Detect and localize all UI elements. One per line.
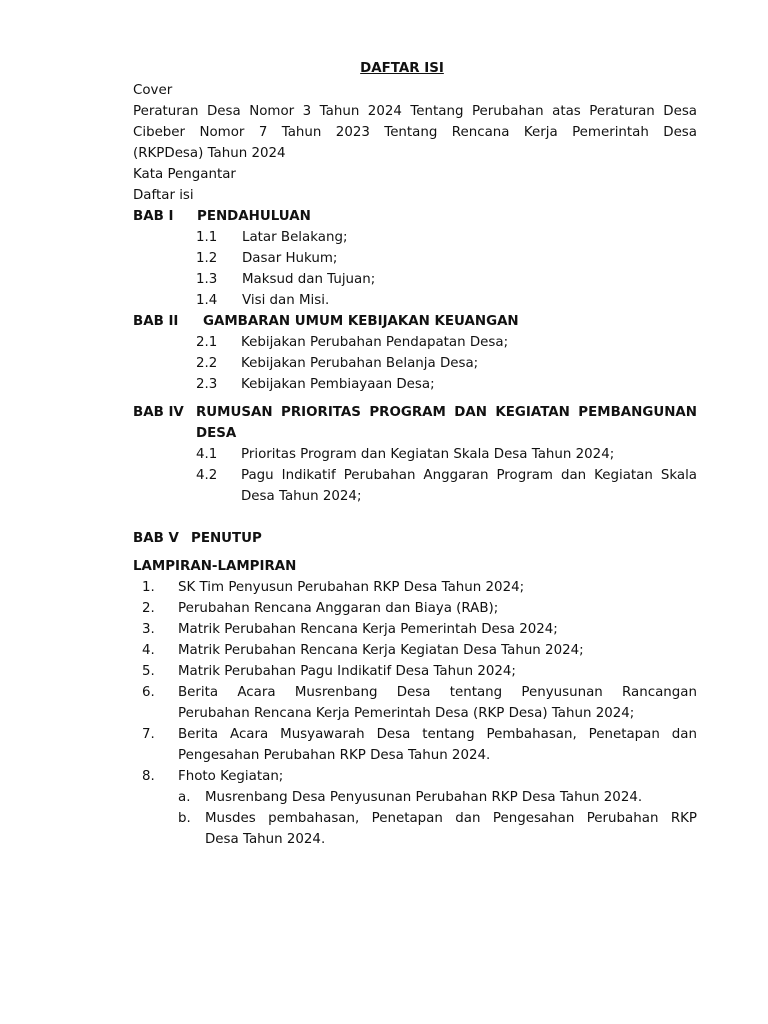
- chapter-label: BAB IV: [133, 405, 184, 420]
- appendix-item: Berita Acara Musyawarah Desa tentang Pembahasan, Penetapan dan: [178, 727, 697, 742]
- section-number: 1.1: [196, 230, 218, 245]
- section-title: Pagu Indikatif Perubahan Anggaran Program dan Kegiatan Skala: [241, 468, 697, 483]
- toc-entry-peraturan-line3: (RKPDesa) Tahun 2024: [133, 146, 286, 161]
- section-number: 4.2: [196, 468, 218, 483]
- appendix-item: Matrik Perubahan Pagu Indikatif Desa Tahun 2024;: [178, 664, 516, 679]
- chapter-title: RUMUSAN PRIORITAS PROGRAM DAN KEGIATAN PEMBANGUNAN: [196, 405, 697, 420]
- section-title: Latar Belakang;: [242, 230, 348, 245]
- chapter-title-continued: DESA: [196, 426, 237, 441]
- section-title: Visi dan Misi.: [242, 293, 330, 308]
- section-number: 2.2: [196, 356, 218, 371]
- section-title: Maksud dan Tujuan;: [242, 272, 376, 287]
- section-number: 4.1: [196, 447, 218, 462]
- appendix-sub-item: Musrenbang Desa Penyusunan Perubahan RKP Desa Tahun 2024.: [205, 790, 643, 805]
- toc-entry-peraturan-line1: Peraturan Desa Nomor 3 Tahun 2024 Tentang Perubahan atas Peraturan Desa: [133, 104, 697, 119]
- chapter-label: BAB I: [133, 209, 174, 224]
- section-title: Prioritas Program dan Kegiatan Skala Desa Tahun 2024;: [241, 447, 615, 462]
- toc-entry-peraturan-line2: Cibeber Nomor 7 Tahun 2023 Tentang Rencana Kerja Pemerintah Desa: [133, 125, 697, 140]
- appendix-item: Matrik Perubahan Rencana Kerja Pemerintah Desa 2024;: [178, 622, 558, 637]
- appendix-number: 7.: [142, 727, 155, 742]
- section-number: 1.3: [196, 272, 218, 287]
- chapter-title: PENDAHULUAN: [197, 209, 311, 224]
- toc-entry-daftar-isi: Daftar isi: [133, 188, 194, 203]
- chapter-title: PENUTUP: [191, 531, 262, 546]
- appendix-item-continued: Perubahan Rencana Kerja Pemerintah Desa (RKP Desa) Tahun 2024;: [178, 706, 635, 721]
- appendix-sub-item-continued: Desa Tahun 2024.: [205, 832, 326, 847]
- appendix-heading: LAMPIRAN-LAMPIRAN: [133, 559, 297, 574]
- toc-entry-cover: Cover: [133, 83, 173, 98]
- section-title: Kebijakan Perubahan Belanja Desa;: [241, 356, 479, 371]
- appendix-item: SK Tim Penyusun Perubahan RKP Desa Tahun 2024;: [178, 580, 525, 595]
- appendix-number: 1.: [142, 580, 155, 595]
- section-number: 2.1: [196, 335, 218, 350]
- section-title: Kebijakan Pembiayaan Desa;: [241, 377, 435, 392]
- page-title: DAFTAR ISI: [360, 61, 444, 76]
- appendix-item-continued: Pengesahan Perubahan RKP Desa Tahun 2024.: [178, 748, 491, 763]
- appendix-number: 2.: [142, 601, 155, 616]
- section-title-continued: Desa Tahun 2024;: [241, 489, 362, 504]
- appendix-number: 3.: [142, 622, 155, 637]
- chapter-label: BAB II: [133, 314, 179, 329]
- toc-entry-kata-pengantar: Kata Pengantar: [133, 167, 236, 182]
- appendix-item: Perubahan Rencana Anggaran dan Biaya (RAB);: [178, 601, 499, 616]
- appendix-sub-letter: a.: [178, 790, 191, 805]
- section-number: 1.2: [196, 251, 218, 266]
- appendix-item: Matrik Perubahan Rencana Kerja Kegiatan Desa Tahun 2024;: [178, 643, 584, 658]
- chapter-title: GAMBARAN UMUM KEBIJAKAN KEUANGAN: [203, 314, 519, 329]
- section-number: 1.4: [196, 293, 218, 308]
- section-number: 2.3: [196, 377, 218, 392]
- appendix-sub-item: Musdes pembahasan, Penetapan dan Pengesahan Perubahan RKP: [205, 811, 697, 826]
- appendix-number: 6.: [142, 685, 155, 700]
- appendix-number: 8.: [142, 769, 155, 784]
- section-title: Dasar Hukum;: [242, 251, 338, 266]
- appendix-number: 4.: [142, 643, 155, 658]
- appendix-number: 5.: [142, 664, 155, 679]
- appendix-sub-letter: b.: [178, 811, 191, 826]
- appendix-item: Fhoto Kegiatan;: [178, 769, 284, 784]
- chapter-label: BAB V: [133, 531, 179, 546]
- section-title: Kebijakan Perubahan Pendapatan Desa;: [241, 335, 509, 350]
- appendix-item: Berita Acara Musrenbang Desa tentang Penyusunan Rancangan: [178, 685, 697, 700]
